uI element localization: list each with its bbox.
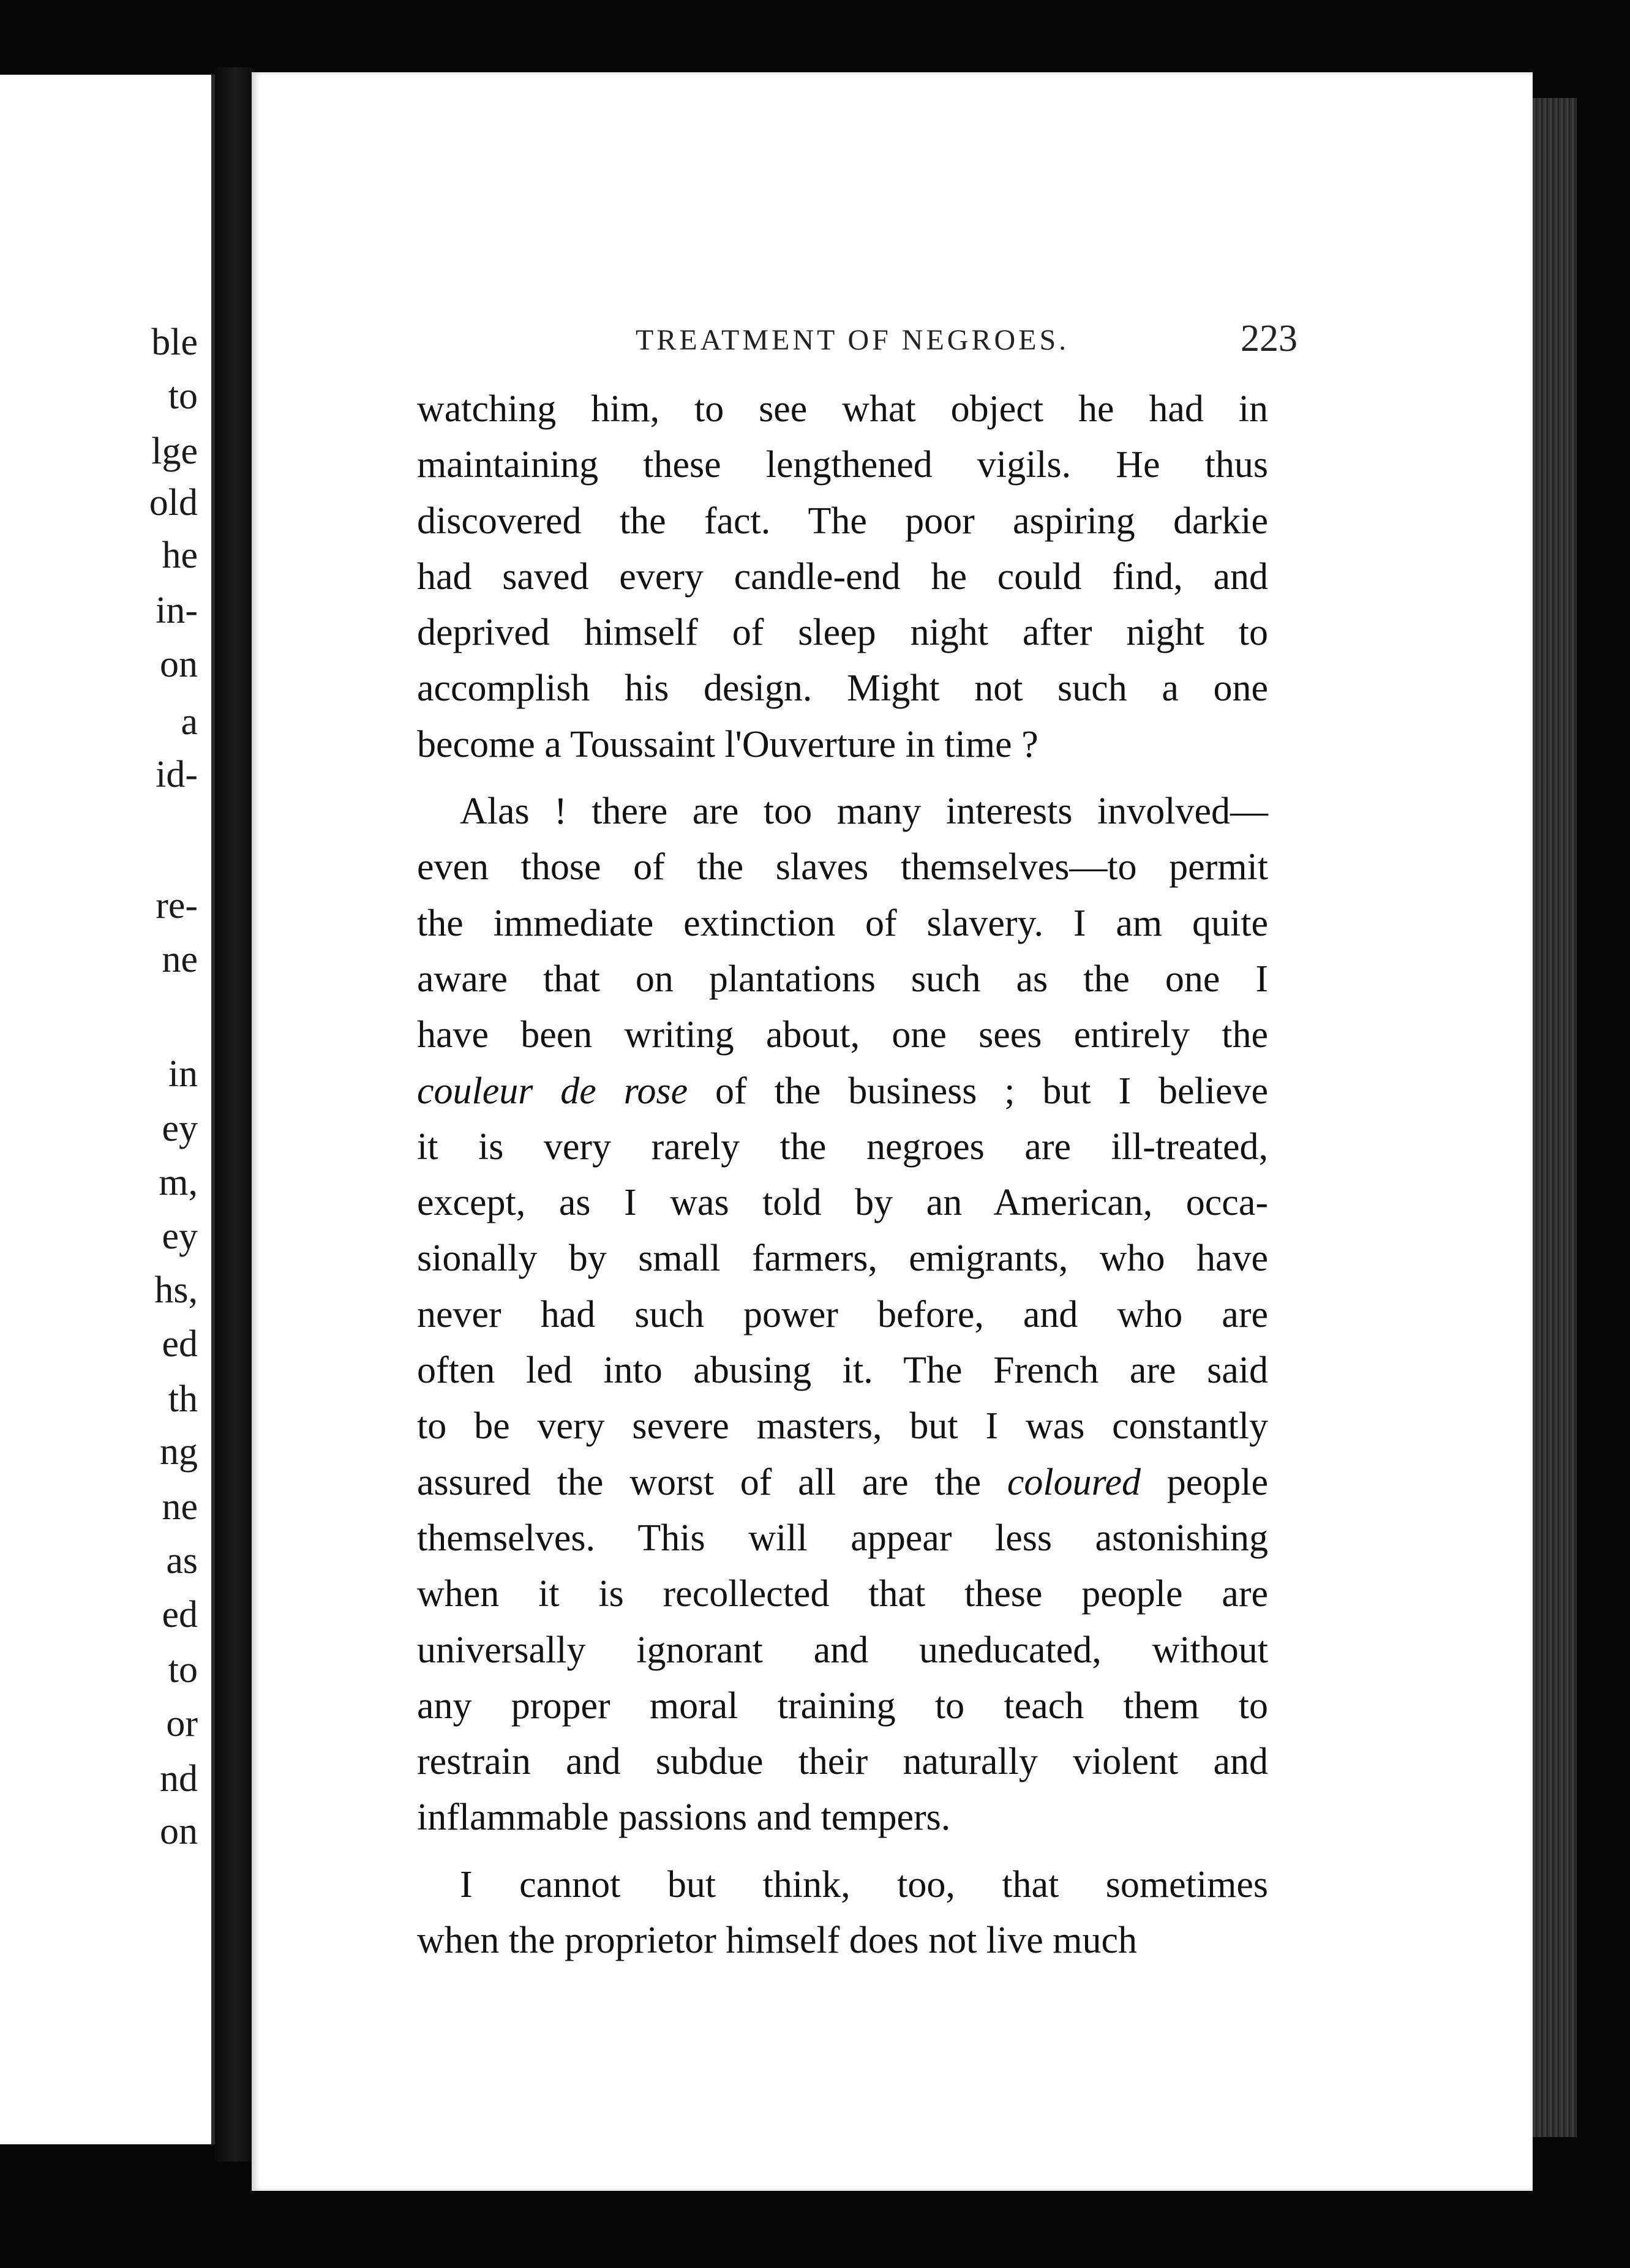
- previous-page-line-fragment: in-: [156, 590, 198, 631]
- edge-shadow: [1577, 73, 1630, 2268]
- text-line: the immediate extinction of slavery. I am quite: [417, 902, 1268, 944]
- text-span: of the business ; but I believe: [688, 1070, 1269, 1112]
- text-line: when the proprietor himself does not live much: [417, 1920, 1138, 1962]
- text-line: it is very rarely the negroes are ill-treated,: [417, 1125, 1268, 1168]
- text-line: inflammable passions and tempers.: [417, 1797, 951, 1839]
- text-line: sionally by small farmers, emigrants, who have: [417, 1237, 1268, 1280]
- paragraph-gap: [417, 1846, 1556, 1857]
- previous-page-line-fragment: ng: [160, 1431, 198, 1473]
- italic-phrase: coloured: [1007, 1461, 1141, 1503]
- text-line: when it is recollected that these people are: [417, 1573, 1268, 1615]
- italic-phrase: couleur de rose: [417, 1070, 688, 1112]
- text-line: discovered the fact. The poor aspiring darkie: [417, 500, 1268, 542]
- text-line: watching him, to see what object he had in: [417, 388, 1268, 430]
- previous-page-line-fragment: m,: [159, 1162, 198, 1203]
- previous-page-line-fragment: to: [168, 375, 198, 417]
- page-edges: [1533, 98, 1577, 2137]
- text-line: aware that on plantations such as the one I: [417, 958, 1268, 1000]
- text-line: except, as I was told by an American, occa-: [417, 1182, 1268, 1224]
- text-line: even those of the slaves themselves—to permit: [417, 846, 1268, 888]
- text-line: become a Toussaint l'Ouverture in time ?: [417, 723, 1038, 765]
- text-line: any proper moral training to teach them to: [417, 1684, 1268, 1727]
- text-line: maintaining these lengthened vigils. He thus: [417, 444, 1268, 486]
- text-line: have been writing about, one sees entirely the: [417, 1014, 1268, 1056]
- text-line: I cannot but think, too, that sometimes: [460, 1863, 1268, 1906]
- text-line: had saved every candle-end he could find, and: [417, 555, 1268, 598]
- text-span: people: [1140, 1461, 1268, 1503]
- previous-page-line-fragment: nd: [160, 1758, 198, 1800]
- previous-page-line-fragment: ed: [162, 1323, 198, 1365]
- text-line: Alas ! there are too many interests involved—: [460, 790, 1268, 833]
- previous-page-line-fragment: ne: [162, 1486, 198, 1528]
- previous-page-line-fragment: as: [166, 1540, 198, 1582]
- text-line: often led into abusing it. The French are said: [417, 1350, 1268, 1392]
- previous-page-line-fragment: he: [162, 535, 198, 576]
- previous-page-line-fragment: ble: [151, 321, 198, 363]
- running-title: TREATMENT OF NEGROES.: [636, 324, 1070, 356]
- text-span: assured the worst of all are the: [417, 1461, 1007, 1503]
- text-line: universally ignorant and uneducated, without: [417, 1629, 1268, 1671]
- text-line: accomplish his design. Might not such a one: [417, 667, 1268, 710]
- paragraph-gap: [417, 773, 1556, 784]
- page-number: 223: [1241, 318, 1298, 359]
- previous-page-line-fragment: or: [166, 1703, 198, 1744]
- text-line: themselves. This will appear less astonishing: [417, 1517, 1268, 1559]
- previous-page-line-fragment: ey: [162, 1108, 198, 1149]
- previous-page-line-fragment: in: [168, 1053, 198, 1095]
- previous-page-line-fragment: lge: [151, 430, 198, 472]
- previous-page-line-fragment: ed: [162, 1594, 198, 1635]
- text-line: [417, 1455, 1268, 1511]
- book-page: [252, 72, 1533, 2191]
- previous-page-line-fragment: hs,: [154, 1269, 198, 1311]
- text-line: never had such power before, and who are: [417, 1293, 1268, 1335]
- book-gutter: [215, 67, 252, 2161]
- text-line: [417, 1064, 1268, 1119]
- previous-page-line-fragment: re-: [156, 885, 198, 926]
- previous-page-line-fragment: on: [160, 644, 198, 685]
- text-line: restrain and subdue their naturally violent and: [417, 1741, 1268, 1783]
- previous-page-line-fragment: th: [168, 1378, 198, 1420]
- text-line: deprived himself of sleep night after night to: [417, 612, 1268, 654]
- body-text: [417, 381, 1556, 1969]
- previous-page-line-fragment: id-: [156, 754, 198, 795]
- previous-page-line-fragment: a: [181, 701, 198, 743]
- previous-page-line-fragment: on: [160, 1811, 198, 1852]
- previous-page-line-fragment: to: [168, 1649, 198, 1691]
- previous-page-line-fragment: ey: [162, 1215, 198, 1257]
- running-head: [252, 250, 1533, 305]
- previous-page-line-fragment: ne: [162, 939, 198, 980]
- previous-page-fragment: [0, 75, 215, 2144]
- text-line: to be very severe masters, but I was constantly: [417, 1405, 1268, 1448]
- previous-page-line-fragment: old: [149, 482, 198, 524]
